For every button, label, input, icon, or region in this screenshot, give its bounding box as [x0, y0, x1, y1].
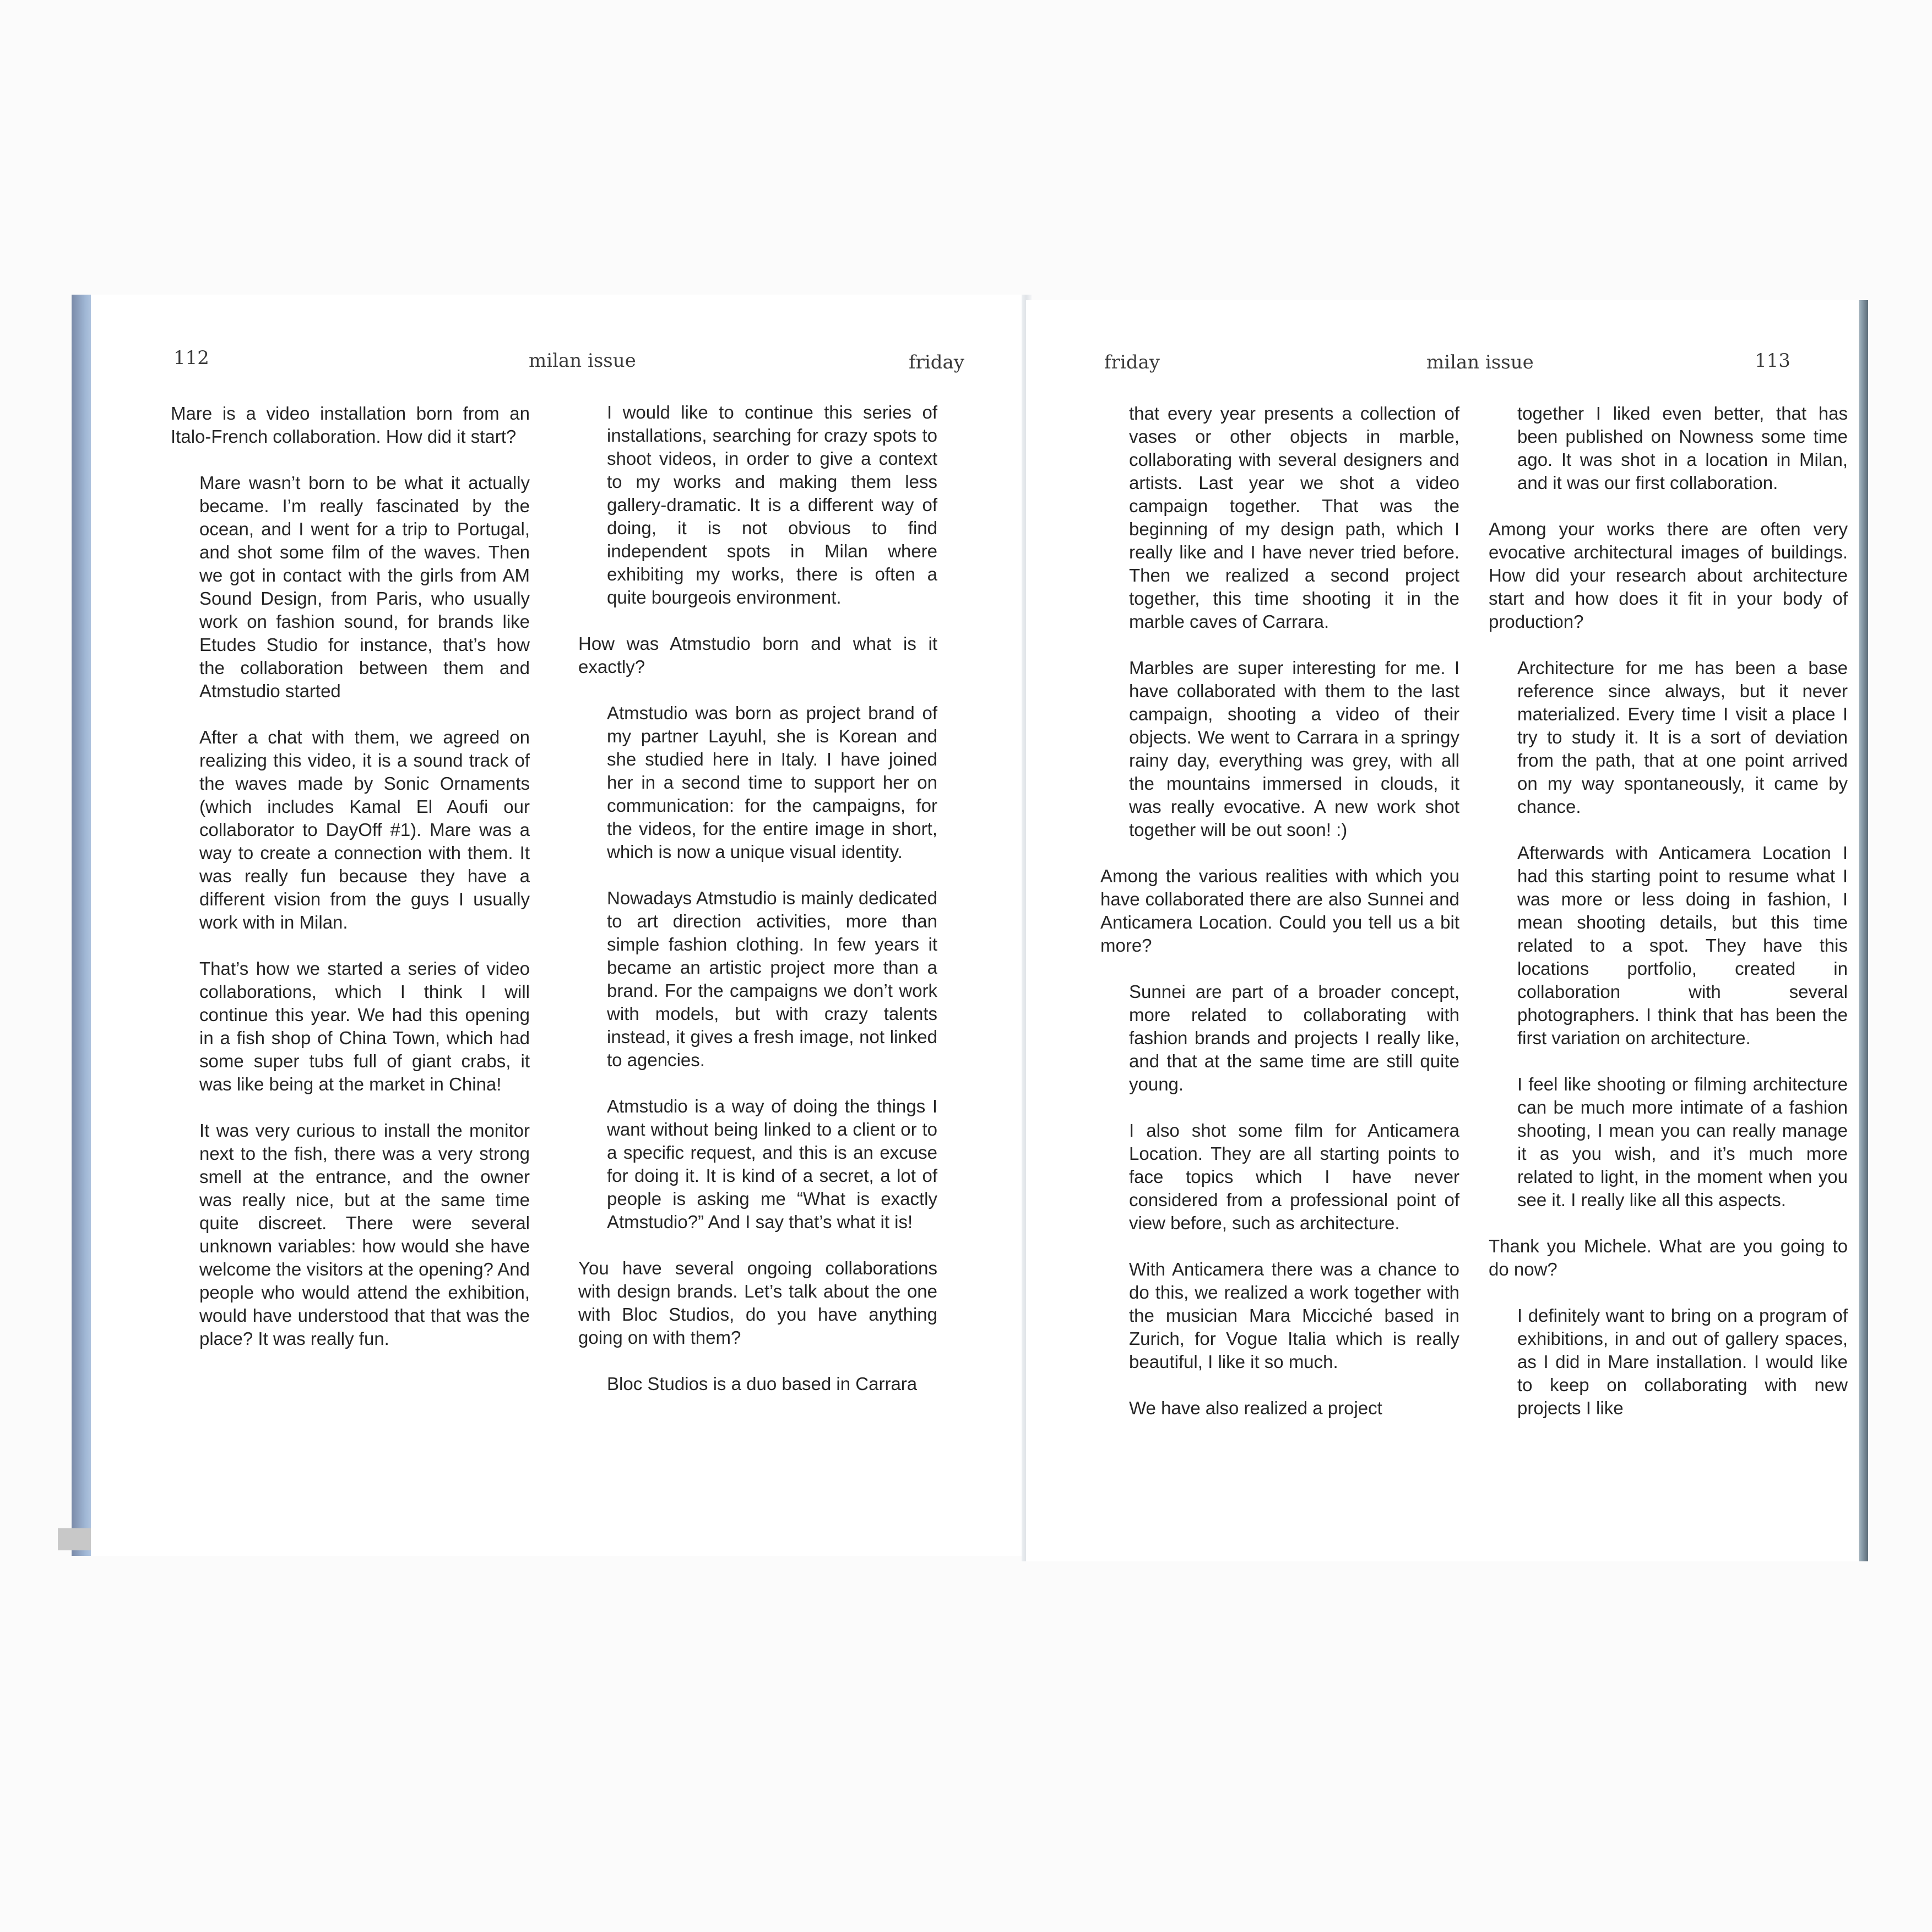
section-title: friday [1104, 351, 1160, 373]
interview-answer: Atmstudio is a way of doing the things I want without being linked to a client or to a specific request, and this is an excuse for doing it. It is kind of a secret, a lot of people is asking me “What is exactly Atmstudio?” And I say that’s what it is! [607, 1096, 937, 1232]
interview-answer: Mare wasn’t born to be what it actually became. I’m really fascinated by the ocean, and I went for a trip to Portugal, and shot some film of the waves. Then we got in contact with the girls from AM Sound Design, from Paris, who usually work on fashion sound, for brands like Etudes Studio for instance, that’s how the collaboration between them and Atmstudio started [199, 473, 530, 701]
interview-answer: Marbles are super interesting for me. I have collaborated with them to the last campaign, shooting a video of their objects. We went to Carrara in a springy rainy day, everything was grey, with all the mountains immersed in clouds, it was really evocative. A new work shot together will be out soon! :) [1129, 658, 1459, 840]
text-column-4 [1489, 402, 1848, 1420]
interview-question: Among the various realities with which you have collaborated there are also Sunnei and Anticamera Location. Could you tell us a bit more? [1100, 866, 1459, 956]
interview-answer: Architecture for me has been a base reference since always, but it never materialized. Every time I visit a place I try to study it. It is a sort of deviation from the path, that at one point arrived on my way spontaneously, it came by chance. [1517, 658, 1848, 817]
page-number: 112 [173, 347, 209, 369]
interview-answer: I definitely want to bring on a program of exhibitions, in and out of gallery spaces, as I did in Mare installation. I would like to keep on collaborating with new projects I like [1517, 1305, 1848, 1418]
interview-answer: It was very curious to install the monitor next to the fish, there was a very strong smell at the entrance, and the owner was really nice, but at the same time quite discreet. There were several unknown variables: how would she have welcome the visitors at the opening? And people who would attend the exhibition, would have understood that that was the place? It was really fun. [199, 1120, 530, 1349]
interview-question: Thank you Michele. What are you going to do now? [1489, 1236, 1848, 1279]
interview-answer: Nowadays Atmstudio is mainly dedicated to art direction activities, more than simple fashion clothing. In few years it became an artistic project more than a brand. For the campaigns we don’t work with models, but with crazy talents instead, it gives a fresh image, not linked to agencies. [607, 888, 937, 1070]
text-column-3 [1100, 402, 1459, 1420]
right-page [1026, 300, 1859, 1561]
interview-answer: I would like to continue this series of installations, searching for crazy spots to shoot videos, in order to give a context to my works and making them less gallery-dramatic. It is a different way of doing, it is not obvious to find independent spots in Milan where exhibiting my works, there is often a quite bourgeois environment. [607, 402, 937, 607]
section-title: friday [909, 351, 964, 373]
page-number: 113 [1755, 350, 1790, 372]
interview-question: Among your works there are often very evocative architectural images of buildings. How did your research about architecture start and how does it fit in your body of production? [1489, 519, 1848, 632]
left-page [91, 295, 1027, 1556]
running-title: milan issue [1426, 351, 1534, 373]
interview-question: You have several ongoing collaborations with design brands. Let’s talk about the one with Bloc Studios, do you have anything going on with them? [578, 1258, 937, 1348]
interview-answer: That’s how we started a series of video collaborations, which I think I will continue this year. We had this opening in a fish shop of China Town, which had some super tubs full of giant crabs, it was like being at the market in China! [199, 958, 530, 1094]
left-cover-corner [58, 1528, 91, 1550]
magazine-spread [55, 295, 1873, 1561]
interview-answer: After a chat with them, we agreed on realizing this video, it is a sound track of the waves made by Sonic Ornaments (which includes Kamal El Aoufi our collaborator to DayOff #1). Mare was a way to create a connection with them. It was really fun because they have a different vision from the guys I usually work with in Milan. [199, 727, 530, 932]
interview-answer: Sunnei are part of a broader concept, more related to collaborating with fashion brands and projects I really like, and that at the same time are still quite young. [1129, 981, 1459, 1094]
interview-question: Mare is a video installation born from an Italo-French collaboration. How did it start? [171, 403, 530, 447]
running-title: milan issue [529, 350, 636, 372]
interview-answer: Bloc Studios is a duo based in Carrara [607, 1374, 918, 1394]
interview-answer: together I liked even better, that has been published on Nowness some time ago. It was shot in a location in Milan, and it was our first collaboration. [1517, 403, 1848, 493]
text-column-2 [578, 401, 937, 1396]
interview-answer: that every year presents a collection of vases or other objects in marble, collaborating with several designers and artists. Last year we shot a video campaign together. That was the beginning of my design path, which I really like and I have never tried before. Then we realized a second project together, this time shooting it in the marble caves of Carrara. [1129, 403, 1459, 632]
interview-answer: Afterwards with Anticamera Location I had this starting point to resume what I was more or less doing in fashion, I mean shooting details, but this time related to a spot. They have this locations portfolio, created in collaboration with several photographers. I think that has been the first variation on architecture. [1517, 843, 1848, 1048]
text-column-1 [171, 402, 530, 1350]
interview-question: How was Atmstudio born and what is it exactly? [578, 633, 937, 677]
interview-answer: We have also realized a project [1129, 1398, 1382, 1418]
interview-answer: I feel like shooting or filming architecture can be much more intimate of a fashion shooting, I mean you can really manage it as you wish, and it’s much more related to light, in the moment when you see it. I really like all this aspects. [1517, 1074, 1848, 1210]
interview-answer: Atmstudio was born as project brand of my partner Layuhl, she is Korean and she studied here in Italy. I have joined her in a second time to support her on communication: for the campaigns, for the videos, for the entire image in short, which is now a unique visual identity. [607, 703, 937, 862]
interview-answer: With Anticamera there was a chance to do this, we realized a work together with the musician Mara Micciché based in Zurich, for Vogue Italia which is really beautiful, I like it so much. [1129, 1259, 1459, 1372]
interview-answer: I also shot some film for Anticamera Location. They are all starting points to face topics which I have never considered from a professional point of view before, such as architecture. [1129, 1120, 1459, 1233]
